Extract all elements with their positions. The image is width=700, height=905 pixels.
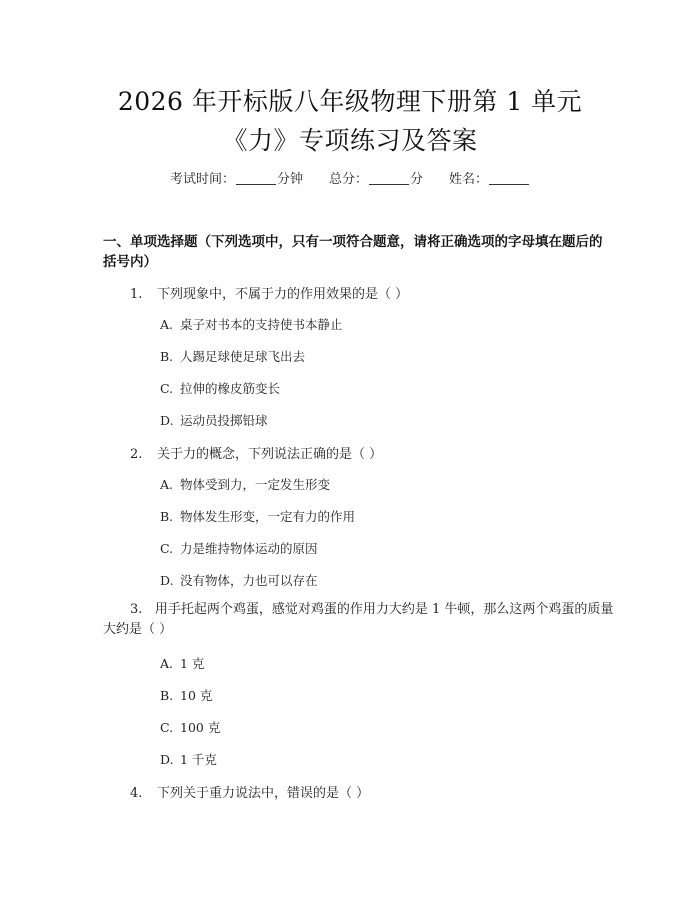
exam-info-line (0, 168, 700, 187)
time-blank (236, 172, 276, 185)
document-title-line-2: 《力》专项练习及答案 (222, 126, 478, 155)
time-label: 考试时间： (169, 172, 235, 187)
question-number: 3. (130, 602, 143, 617)
question-number: 1. (130, 287, 143, 302)
score-blank (369, 172, 409, 185)
section-heading: 一、单项选择题（下列选项中，只有一项符合题意，请将正确选项的字母填在题后的括号内） (103, 234, 603, 270)
score-label: 总分： (328, 172, 368, 187)
q2-option-a: A. 物体受到力，一定发生形变 (160, 477, 331, 492)
question-text: 关于力的概念，下列说法正确的是（ ） (157, 447, 383, 462)
q2-option-d: D. 没有物体，力也可以存在 (160, 573, 318, 588)
question-number: 2. (130, 447, 143, 462)
question-4 (130, 782, 369, 801)
time-unit: 分钟 (276, 172, 303, 187)
name-blank (489, 172, 529, 185)
question-2 (130, 443, 382, 462)
q3-option-a: A. 1 克 (160, 656, 205, 671)
question-1 (130, 283, 408, 302)
name-label: 姓名： (449, 172, 489, 187)
question-text: 用手托起两个鸡蛋，感觉对鸡蛋的作用力大约是 1 牛顿，那么这两个鸡蛋的质量大约是（ ） (103, 602, 614, 637)
score-unit: 分 (410, 172, 424, 187)
q2-option-c: C. 力是维持物体运动的原因 (160, 541, 318, 556)
q3-option-d: D. 1 千克 (160, 752, 217, 767)
question-text: 下列关于重力说法中，错误的是（ ） (157, 786, 370, 801)
q1-option-c: C. 拉伸的橡皮筋变长 (160, 381, 281, 396)
q3-option-c: C. 100 克 (160, 720, 221, 735)
document-title-line-1: 2026 年开标版八年级物理下册第 1 单元 (117, 87, 583, 116)
q1-option-a: A. 桌子对书本的支持使书本静止 (160, 317, 343, 332)
q1-option-b: B. 人踢足球使足球飞出去 (160, 349, 306, 364)
q1-option-d: D. 运动员投掷铅球 (160, 413, 268, 428)
question-text: 下列现象中，不属于力的作用效果的是（ ） (157, 287, 409, 302)
q2-option-b: B. 物体发生形变，一定有力的作用 (160, 509, 356, 524)
question-3 (103, 600, 623, 640)
question-number: 4. (130, 786, 143, 801)
q3-option-b: B. 10 克 (160, 688, 213, 703)
